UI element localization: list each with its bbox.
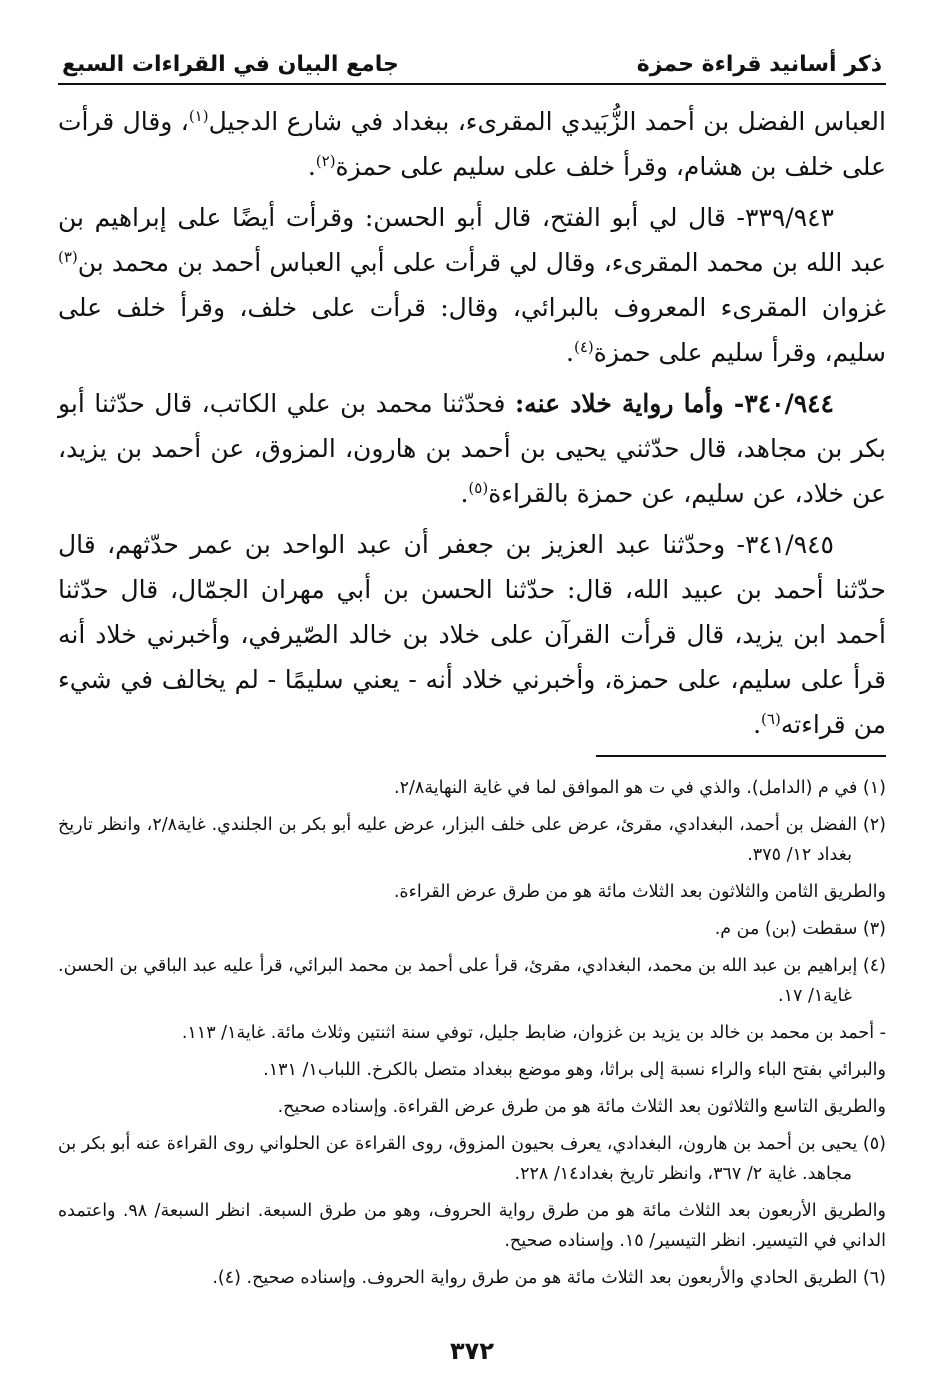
footnote: (٤) إبراهيم بن عبد الله بن محمد، البغدادي، مقرئ، قرأ على أحمد بن محمد البرائي، قرأ عليه عبد الباقي بن الحسن. غاية١/ ١٧. [58,956,886,1006]
paragraph-text: . [307,152,316,181]
paragraph-text: غزوان المقرىء المعروف بالبرائي، وقال: قرأت على خلف، وقرأ خلف على سليم، وقرأ سليم على حمزة [58,293,886,367]
footnote-continuation: والطريق الأربعون بعد الثلاث مائة هو من طرق رواية الحروف، وهو من طرق السبعة. انظر السبعة/ ٩٨. واعتمده الداني في التيسير. انظر التيسير/ ١٥. وإسناده صحيح. [58,1201,886,1251]
paragraph-1 [58,99,886,189]
footnote: (٦) الطريق الحادي والأربعون بعد الثلاث مائة هو من طرق رواية الحروف. وإسناده صحيح. (٤). [212,1268,886,1288]
paragraph-text: فحدّثنا محمد بن علي الكاتب، قال حدّثنا أبو بكر بن مجاهد، قال حدّثني يحيى بن أحمد بن هارون، المزوق، عن أحمد بن يزيد، عن خلاد، عن سليم، عن حمزة بالقراءة [58,389,886,508]
paragraph-text: ، وقال قرأت على خلف بن هشام، وقرأ خلف على سليم على حمزة [58,107,886,181]
footnote: (٢) الفضل بن أحمد، البغدادي، مقرئ، عرض على خلف البزار، عرض عليه أبو بكر بن الجلندي. غاية٢/٨، وانظر تاريخ بغداد ١٢/ ٣٧٥. [58,815,886,865]
footnote-ref-2[interactable]: (٢) [315,152,336,170]
paragraph-text: . [460,479,469,508]
footnote: (١) في م (الدامل). والذي في ت هو الموافق لما في غاية النهاية٢/٨. [394,778,886,798]
footnote-ref-1[interactable]: (١) [188,107,209,125]
main-text [58,99,886,747]
paragraph-text: ٣٣٩/٩٤٣- قال لي أبو الفتح، قال أبو الحسن: وقرأت أيضًا على إبراهيم بن عبد الله بن محمد المقرىء، وقال لي قرأت على أبي العباس أحمد بن محمد بن [58,203,886,277]
footnote: (٥) يحيى بن أحمد بن هارون، البغدادي، يعرف بحيون المزوق، روى القراءة عن الحلواني روى القراءة عنه أبو بكر بن مجاهد. غاية ٢/ ٣٦٧، وانظر تاريخ بغداد١٤/ ٢٢٨. [58,1134,886,1184]
page-number: ٣٧٢ [450,1337,494,1365]
footnote-continuation: والطريق الثامن والثلاثون بعد الثلاث مائة هو من طرق عرض القراءة. [393,882,886,902]
footnote-continuation: والطريق التاسع والثلاثون بعد الثلاث مائة هو من طرق عرض القراءة. وإسناده صحيح. [277,1097,886,1117]
running-header [58,52,886,85]
footnote-continuation: - أحمد بن محمد بن خالد بن يزيد بن غزوان، ضابط جليل، توفي سنة اثنتين وثلاث مائة. غاية١/ ١١٣. [181,1023,886,1043]
paragraph-text: ٣٤١/٩٤٥- وحدّثنا عبد العزيز بن جعفر أن عبد الواحد بن عمر حدّثهم، قال حدّثنا أحمد بن عبيد الله، قال: حدّثنا الحسن بن أبي مهران الجمّال، قال حدّثنا أحمد ابن يزيد، قال قرأت القرآن على خلاد بن خالد الصّيرفي، وأخبرني خلاد أنه قرأ على سليم، على حمزة، وأخبرني خلاد أنه - يعني سليمًا - لم يخالف في شيء من قراءته [58,530,886,739]
footnote-separator [596,755,886,757]
book-title: جامع البيان في القراءات السبع [62,52,399,77]
page [58,52,886,1300]
chapter-title: ذكر أسانيد قراءة حمزة [636,52,882,77]
footnote: (٣) سقطت (بن) من م. [714,919,886,939]
paragraph-4 [58,522,886,747]
footnote-ref-3[interactable]: (٣) [58,248,78,266]
footnote-ref-6[interactable]: (٦) [761,710,781,728]
paragraph-text: . [566,338,574,367]
paragraph-3 [58,381,886,516]
paragraph-2 [58,195,886,375]
footnotes [58,773,886,1293]
footnote-continuation: والبرائي بفتح الباء والراء نسبة إلى براثا، وهو موضع ببغداد متصل بالكرخ. اللباب١/ ١٣١. [263,1060,886,1080]
section-heading: ٣٤٠/٩٤٤- وأما رواية خلاد عنه: [514,389,834,418]
footnote-ref-5[interactable]: (٥) [468,479,489,497]
footnote-ref-4[interactable]: (٤) [573,338,594,356]
paragraph-text: العباس الفضل بن أحمد الزُّبَيدي المقرىء، ببغداد في شارع الدجيل [208,107,886,136]
footnote-separator-wrap [58,753,886,773]
paragraph-text: . [753,710,762,739]
